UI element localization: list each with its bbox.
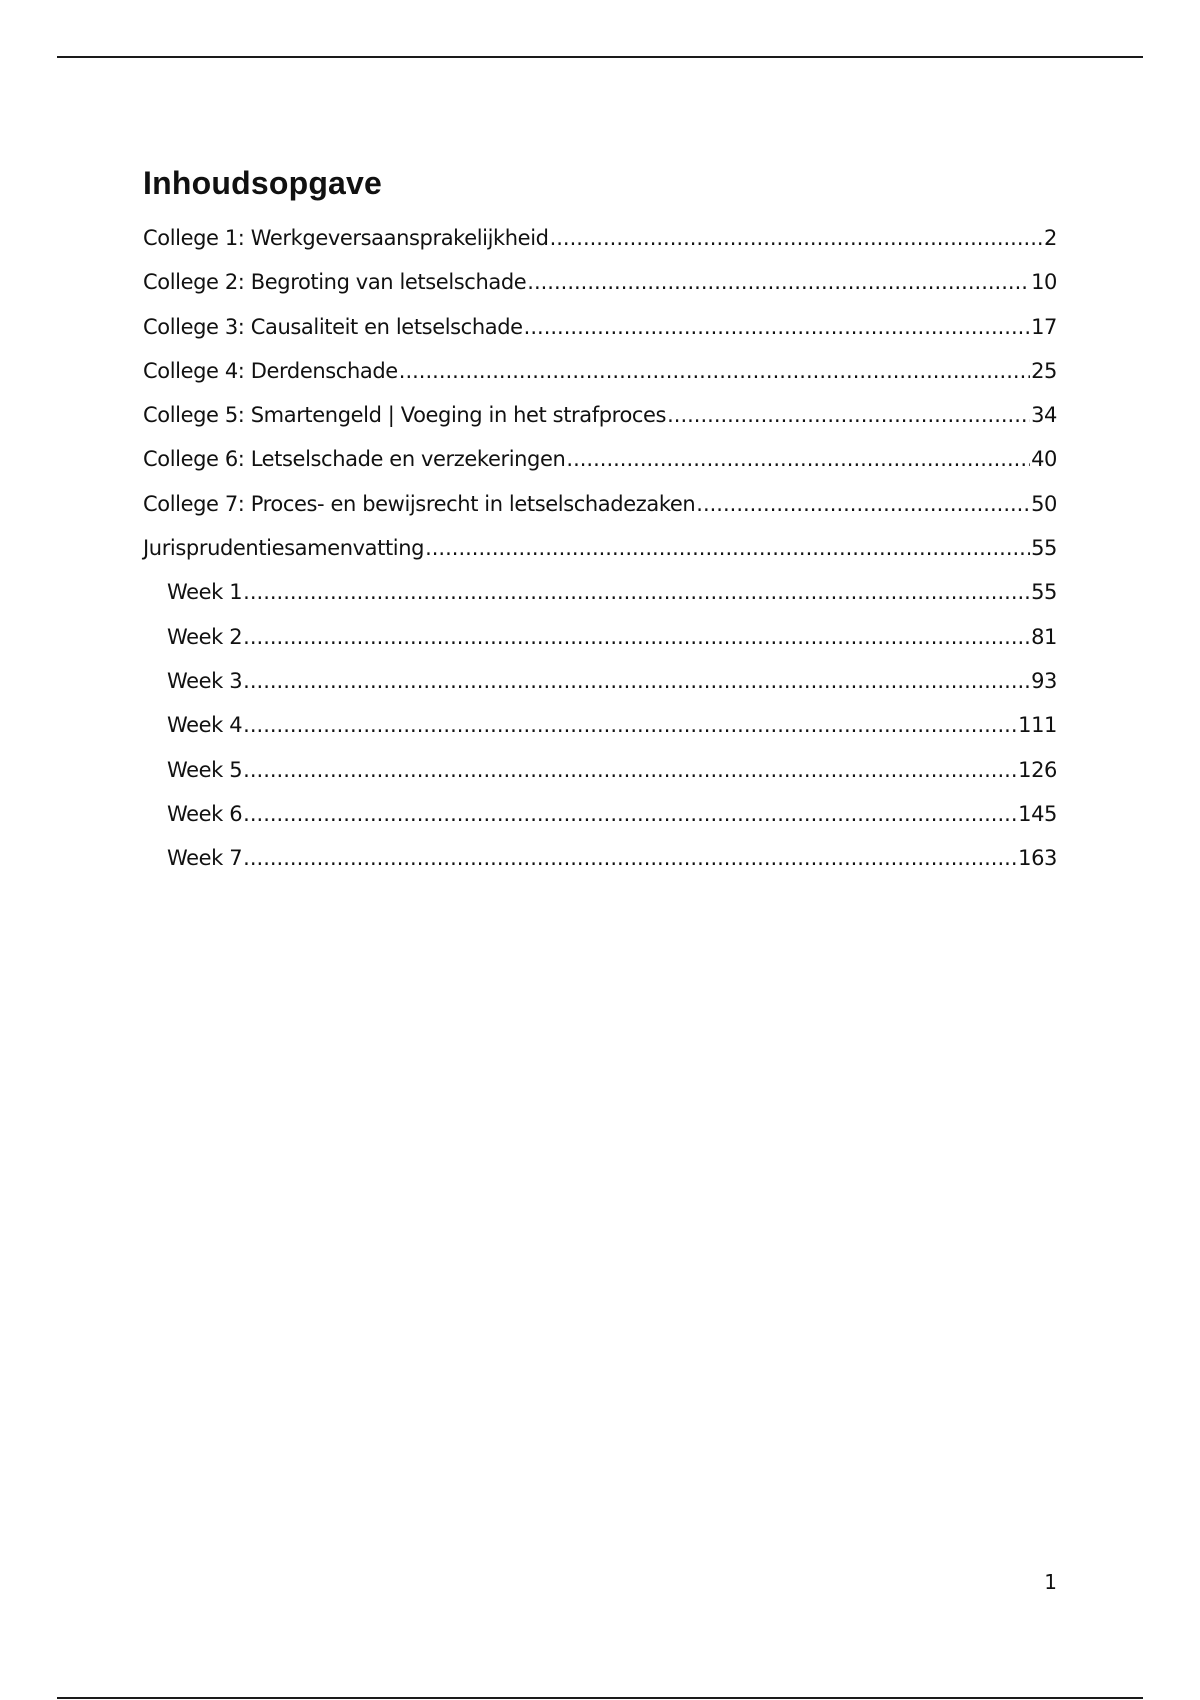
toc-entry-college-4[interactable] <box>143 349 1057 393</box>
toc-entry-page: 126 <box>1018 757 1057 782</box>
toc-entry-week-6[interactable] <box>143 792 1057 836</box>
toc-entry-page: 55 <box>1031 536 1057 561</box>
header-rule <box>57 56 1143 58</box>
page-number: 1 <box>1044 1570 1057 1594</box>
table-of-contents <box>143 160 1057 880</box>
toc-entry-label: Week 4 <box>167 713 243 738</box>
toc-entry-college-7[interactable] <box>143 482 1057 526</box>
toc-entry-page: 10 <box>1031 270 1057 295</box>
dot-leader <box>243 703 1017 747</box>
toc-entry-college-1[interactable] <box>143 216 1057 260</box>
toc-entry-week-1[interactable] <box>143 570 1057 614</box>
toc-list <box>143 216 1057 880</box>
dot-leader <box>243 748 1017 792</box>
toc-entry-page: 34 <box>1031 403 1057 428</box>
dot-leader <box>425 526 1030 570</box>
toc-entry-page: 111 <box>1018 713 1057 738</box>
toc-entry-page: 93 <box>1031 668 1057 693</box>
toc-entry-week-2[interactable] <box>143 615 1057 659</box>
toc-entry-page: 40 <box>1031 447 1057 472</box>
toc-entry-week-4[interactable] <box>143 703 1057 747</box>
toc-entry-week-3[interactable] <box>143 659 1057 703</box>
dot-leader <box>566 437 1030 481</box>
dot-leader <box>399 349 1030 393</box>
toc-entry-label: Week 6 <box>167 801 243 826</box>
toc-entry-jurisprudentie[interactable] <box>143 526 1057 570</box>
toc-entry-label: Week 2 <box>167 624 243 649</box>
toc-entry-label: Jurisprudentiesamenvatting <box>143 536 425 561</box>
toc-entry-label: College 5: Smartengeld | Voeging in het strafproces <box>143 403 667 428</box>
toc-entry-label: Week 7 <box>167 846 243 871</box>
dot-leader <box>243 836 1017 880</box>
dot-leader <box>667 393 1030 437</box>
toc-entry-college-6[interactable] <box>143 437 1057 481</box>
toc-entry-page: 145 <box>1018 801 1057 826</box>
toc-entry-page: 2 <box>1044 226 1057 250</box>
footer-rule <box>57 1697 1143 1699</box>
dot-leader <box>243 659 1030 703</box>
dot-leader <box>550 216 1043 260</box>
toc-entry-label: College 4: Derdenschade <box>143 358 398 383</box>
toc-title: Inhoudsopgave <box>143 165 383 201</box>
toc-entry-page: 163 <box>1018 846 1057 871</box>
toc-entry-page: 17 <box>1031 314 1057 339</box>
toc-entry-page: 81 <box>1031 624 1057 649</box>
toc-entry-label: College 6: Letselschade en verzekeringen <box>143 447 566 472</box>
toc-entry-week-5[interactable] <box>143 748 1057 792</box>
dot-leader <box>524 305 1030 349</box>
toc-entry-label: Week 1 <box>167 580 243 605</box>
dot-leader <box>243 792 1017 836</box>
toc-entry-page: 25 <box>1031 358 1057 383</box>
toc-entry-label: College 1: Werkgeversaansprakelijkheid <box>143 226 549 250</box>
toc-entry-label: Week 3 <box>167 668 243 693</box>
toc-entry-college-3[interactable] <box>143 305 1057 349</box>
toc-entry-college-2[interactable] <box>143 260 1057 304</box>
dot-leader <box>243 615 1030 659</box>
toc-entry-page: 50 <box>1031 491 1057 516</box>
toc-entry-college-5[interactable] <box>143 393 1057 437</box>
toc-entry-page: 55 <box>1031 580 1057 605</box>
toc-entry-label: Week 5 <box>167 757 243 782</box>
toc-entry-week-7[interactable] <box>143 836 1057 880</box>
toc-entry-label: College 3: Causaliteit en letselschade <box>143 314 523 339</box>
toc-entry-label: College 2: Begroting van letselschade <box>143 270 527 295</box>
dot-leader <box>696 482 1030 526</box>
dot-leader <box>243 570 1030 614</box>
dot-leader <box>527 260 1030 304</box>
toc-entry-label: College 7: Proces- en bewijsrecht in letselschadezaken <box>143 491 696 516</box>
